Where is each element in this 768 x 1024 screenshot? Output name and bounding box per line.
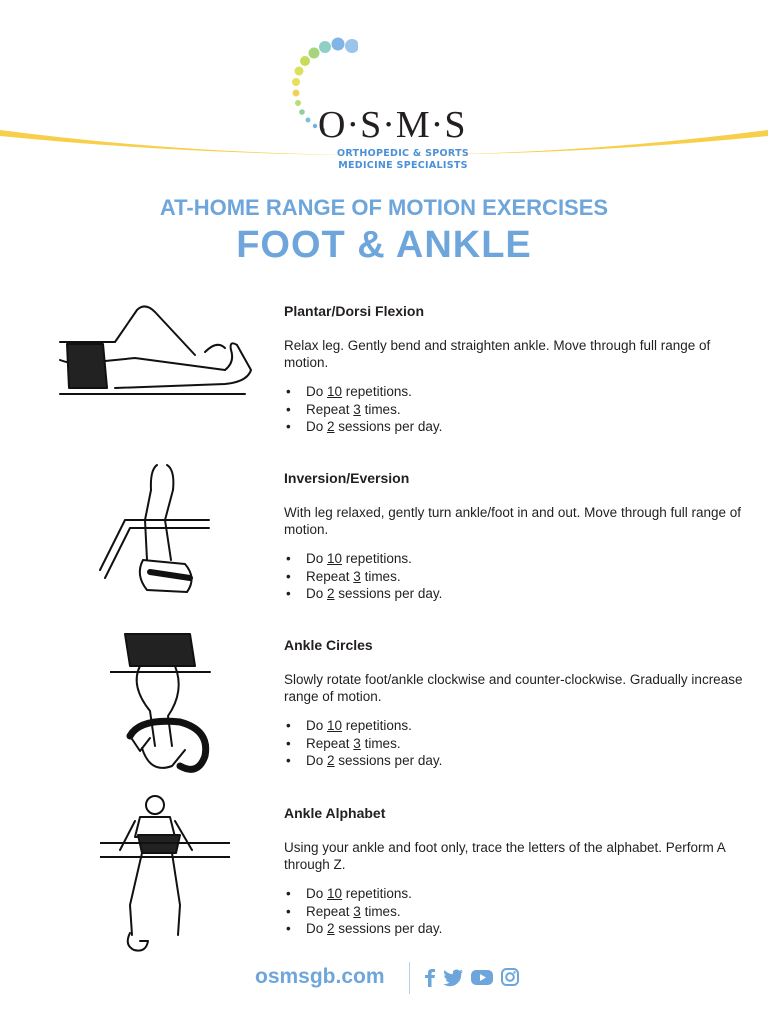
item-text: Do <box>306 419 328 434</box>
exercise-instructions <box>284 550 744 603</box>
exercise-title: Inversion/Eversion <box>284 470 410 486</box>
exercise-title: Plantar/Dorsi Flexion <box>284 303 425 319</box>
list-item <box>284 550 744 568</box>
inversion-eversion-illustration <box>95 460 210 600</box>
item-text: times. <box>360 568 401 584</box>
brand-name: O·S·M·S <box>318 104 467 146</box>
list-item <box>284 885 744 903</box>
item-count: 2 <box>327 419 335 434</box>
item-count: 10 <box>327 718 343 733</box>
item-count: 2 <box>327 753 335 768</box>
item-count: 2 <box>327 586 335 601</box>
ankle-circles-illustration <box>110 626 215 776</box>
exercise-title: Ankle Alphabet <box>284 805 386 821</box>
exercise-ankle-circles <box>284 637 744 770</box>
ankle-alphabet-illustration <box>100 795 230 955</box>
tagline-line-1: ORTHOPEDIC & SPORTS <box>336 148 469 159</box>
item-count: 3 <box>353 568 361 584</box>
item-count: 3 <box>353 903 361 919</box>
list-item <box>284 717 744 735</box>
list-item <box>284 752 744 770</box>
item-text: Do <box>306 586 328 601</box>
header-swoosh <box>0 120 768 180</box>
item-text: Do <box>306 718 328 733</box>
item-text: Do <box>306 384 328 399</box>
item-text: sessions per day. <box>334 753 443 768</box>
page-title: FOOT & ANKLE <box>236 224 532 266</box>
item-text: Repeat <box>306 401 354 417</box>
exercise-instructions <box>284 383 744 436</box>
tagline-line-2: MEDICINE SPECIALISTS <box>338 160 468 171</box>
item-count: 3 <box>353 401 361 417</box>
list-item <box>284 735 744 753</box>
plantar-dorsi-illustration <box>55 300 255 400</box>
youtube-icon[interactable] <box>470 966 494 988</box>
item-text: sessions per day. <box>334 586 443 601</box>
item-text: Do <box>306 753 328 768</box>
website-link[interactable]: osmsgb.com <box>255 965 385 988</box>
list-item <box>284 383 744 401</box>
item-text: times. <box>360 401 401 417</box>
item-count: 2 <box>327 921 335 936</box>
item-text: Repeat <box>306 903 354 919</box>
list-item <box>284 401 744 419</box>
item-text: repetitions. <box>342 551 412 566</box>
item-text: repetitions. <box>342 718 412 733</box>
exercise-description: Relax leg. Gently bend and straighten ankle. Move through full range of motion. <box>284 338 711 370</box>
item-count: 3 <box>353 735 361 751</box>
item-text: Repeat <box>306 568 354 584</box>
item-text: Do <box>306 886 328 901</box>
exercise-ankle-alphabet <box>284 805 744 938</box>
item-text: repetitions. <box>342 886 412 901</box>
twitter-icon[interactable] <box>442 966 464 988</box>
list-item <box>284 903 744 921</box>
item-count: 10 <box>327 551 343 566</box>
item-text: times. <box>360 735 401 751</box>
item-text: Do <box>306 551 328 566</box>
item-count: 10 <box>327 886 343 901</box>
item-text: Repeat <box>306 735 354 751</box>
facebook-icon[interactable] <box>420 966 440 988</box>
exercise-description: With leg relaxed, gently turn ankle/foot in and out. Move through full range of motion. <box>284 505 742 537</box>
exercise-instructions <box>284 717 744 770</box>
list-item <box>284 418 744 436</box>
item-text: sessions per day. <box>334 921 443 936</box>
exercise-plantar-dorsi-flexion <box>284 303 744 436</box>
item-count: 10 <box>327 384 343 399</box>
exercise-inversion-eversion <box>284 470 744 603</box>
item-text: sessions per day. <box>334 419 443 434</box>
item-text: Do <box>306 921 328 936</box>
page-subtitle: AT-HOME RANGE OF MOTION EXERCISES <box>159 195 609 220</box>
footer-divider <box>409 962 410 994</box>
instagram-icon[interactable] <box>500 966 520 988</box>
exercise-instructions <box>284 885 744 938</box>
list-item <box>284 568 744 586</box>
item-text: times. <box>360 903 401 919</box>
exercise-title: Ankle Circles <box>284 637 373 653</box>
exercise-description: Using your ankle and foot only, trace the letters of the alphabet. Perform A through Z. <box>284 840 726 872</box>
list-item <box>284 920 744 938</box>
item-text: repetitions. <box>342 384 412 399</box>
list-item <box>284 585 744 603</box>
exercise-description: Slowly rotate foot/ankle clockwise and counter-clockwise. Gradually increase range of motion. <box>284 672 743 704</box>
